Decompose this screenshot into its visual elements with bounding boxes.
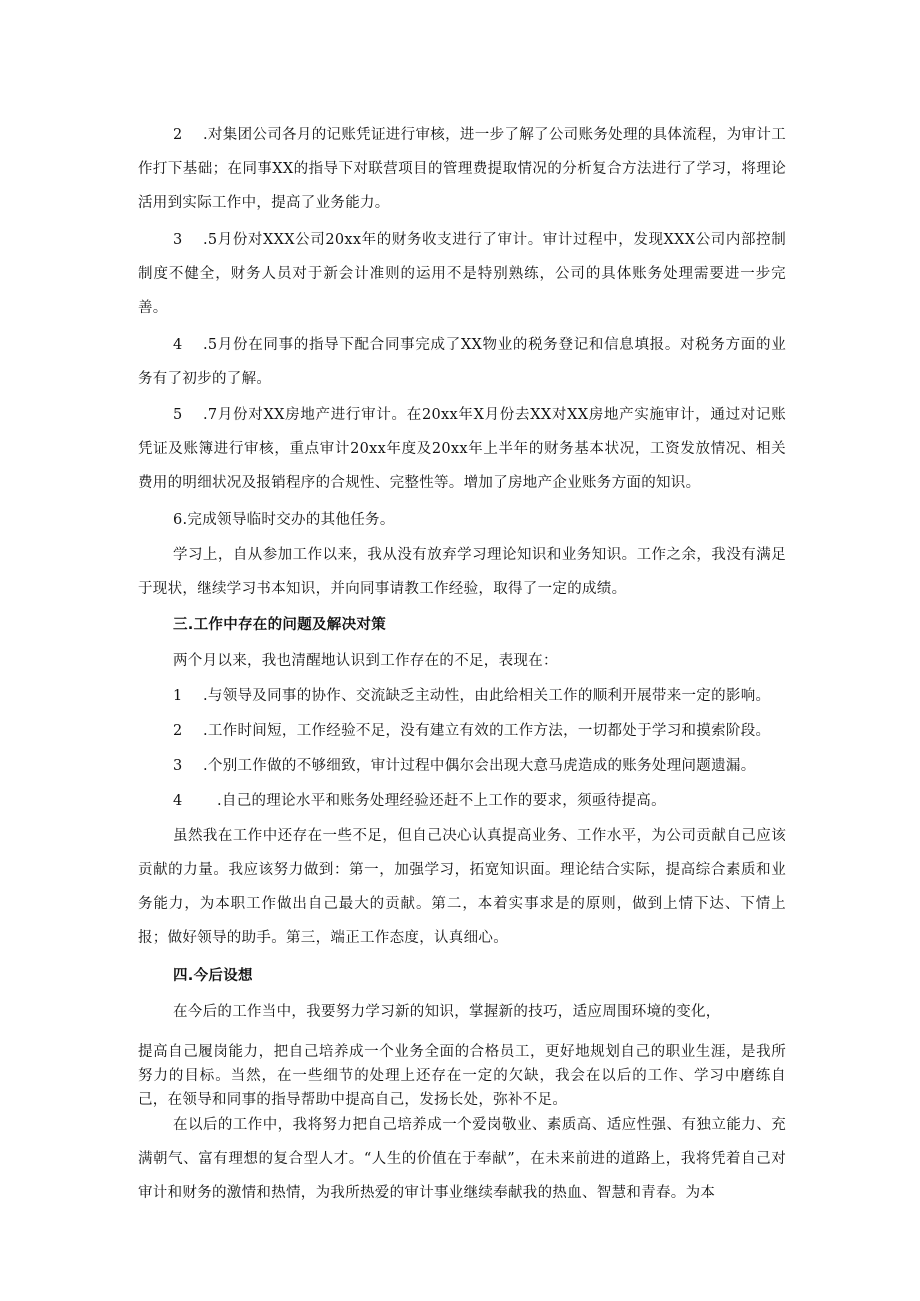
item-number: 3 — [173, 758, 183, 774]
item-number: 5 — [173, 407, 183, 423]
paragraph-text: .工作时间短，工作经验不足，没有建立有效的工作方法，一切都处于学习和摸索阶段。 — [203, 723, 771, 739]
item-number: 4 — [173, 793, 183, 809]
shortcoming-item-4 — [138, 784, 786, 818]
section-heading-3: 三.工作中存在的问题及解决对策 — [173, 617, 387, 633]
shortcoming-item-2 — [138, 714, 786, 748]
paragraph-text: .与领导及同事的协作、交流缺乏主动性，由此给相关工作的顺利开展带来一定的影响。 — [203, 688, 771, 704]
paragraph-resolution: 虽然我在工作中还存在一些不足，但自己决心认真提高业务、工作水平，为公司贡献自己应该贡献的力量。我应该努力做到：第一，加强学习，拓宽知识面。理论结合实际，提高综合素质和业务能力，为本职工作做出自己最大的贡献。第二，本着实事求是的原则，做到上情下达、下情上报；做好领导的助手。第三，端正工作态度，认真细心。 — [138, 828, 786, 946]
paragraph-item-4 — [138, 328, 786, 396]
paragraph-text: .对集团公司各月的记账凭证进行审核，进一步了解了公司账务处理的具体流程，为审计工作打下基础；在同事XX的指导下对联营项目的管理费提取情况的分析复合方法进行了学习，将理论活用到实际工作中，提高了业务能力。 — [138, 127, 786, 211]
paragraph-study: 学习上，自从参加工作以来，我从没有放弃学习理论知识和业务知识。工作之余，我没有满足于现状，继续学习书本知识，并向同事请教工作经验，取得了一定的成绩。 — [138, 547, 786, 597]
paragraph-text: .5月份在同事的指导下配合同事完成了XX物业的税务登记和信息填报。对税务方面的业务有了初步的了解。 — [138, 337, 786, 387]
shortcoming-item-3 — [138, 749, 786, 783]
paragraph-text: .个别工作做的不够细致，审计过程中偶尔会出现大意马虎造成的账务处理问题遗漏。 — [203, 758, 756, 774]
paragraph-shortcomings-intro: 两个月以来，我也清醒地认识到工作存在的不足，表现在： — [173, 653, 558, 669]
paragraph-text: .自己的理论水平和账务处理经验还赶不上工作的要求，须亟待提高。 — [217, 793, 666, 809]
paragraph-item-2 — [138, 118, 786, 220]
paragraph-future-goals: 提高自己履岗能力，把自己培养成一个业务全面的合格员工，更好地规划自己的职业生涯，是我所努力的目标。当然，在一些细节的处理上还存在一定的欠缺，我会在以后的工作、学习中磨练自己，在领导和同事的指导帮助中提高自己，发扬长处，弥补不足。 — [138, 1044, 786, 1108]
item-number: 2 — [173, 127, 183, 143]
item-number: 3 — [173, 232, 183, 248]
section-heading-4: 四.今后设想 — [173, 968, 253, 984]
item-number: 2 — [173, 723, 183, 739]
item-number: 4 — [173, 337, 183, 353]
item-number: 1 — [173, 688, 183, 704]
paragraph-text: .5月份对XXX公司20xx年的财务收支进行了审计。审计过程中，发现XXX公司内部控制制度不健全，财务人员对于新会计准则的运用不是特别熟练，公司的具体账务处理需要进一步完善。 — [138, 232, 786, 316]
paragraph-item-6: 6.完成领导临时交办的其他任务。 — [173, 512, 395, 528]
shortcoming-item-1 — [138, 679, 786, 713]
paragraph-text: .7月份对XX房地产进行审计。在20xx年X月份去XX对XX房地产实施审计，通过对记账凭证及账簿进行审核，重点审计20xx年度及20xx年上半年的财务基本状况，工资发放情况、相关费用的明细状况及报销程序的合规性、完整性等。增加了房地产企业账务方面的知识。 — [138, 407, 786, 491]
paragraph-future-closing: 在以后的工作中，我将努力把自己培养成一个爱岗敬业、素质高、适应性强、有独立能力、充满朝气、富有理想的复合型人才。“人生的价值在于奉献”，在未来前进的道路上，我将凭着自己对审计和财务的激情和热情，为我所热爱的审计事业继续奉献我的热血、智慧和青春。为本 — [138, 1117, 786, 1201]
paragraph-future-line: 在今后的工作当中，我要努力学习新的知识，掌握新的技巧，适应周围环境的变化， — [173, 1004, 721, 1020]
paragraph-item-3 — [138, 223, 786, 325]
paragraph-item-5 — [138, 398, 786, 500]
